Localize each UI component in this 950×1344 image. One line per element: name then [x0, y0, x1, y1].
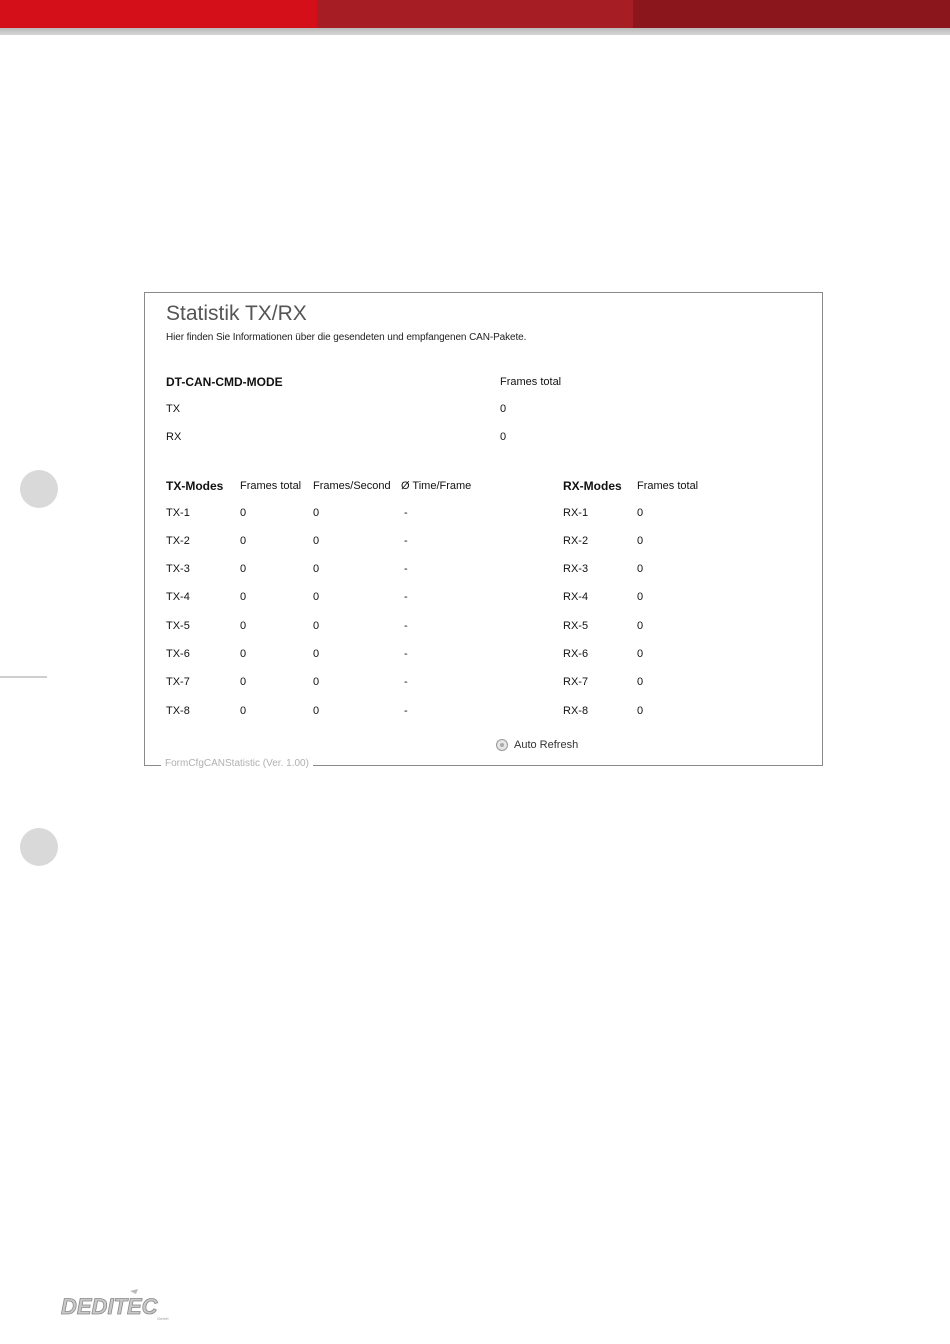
rx-frames-total: 0 — [637, 591, 644, 603]
tx-frames-second: 0 — [313, 591, 320, 603]
tx-time-frame: - — [404, 535, 408, 547]
tx-row-label: TX-6 — [166, 648, 190, 660]
tx-frames-total: 0 — [240, 676, 247, 688]
tx-frames-total: 0 — [240, 535, 247, 547]
side-marker — [20, 470, 58, 508]
tx-time-frame: - — [404, 705, 408, 717]
side-divider — [0, 676, 47, 678]
logo-text: DEDITEC — [61, 1294, 158, 1319]
header-underline — [0, 28, 950, 35]
tx-row-label: TX-5 — [166, 620, 190, 632]
tx-row-label: TX-3 — [166, 563, 190, 575]
cmd-row-value: 0 — [500, 403, 507, 415]
header-band-dark — [633, 0, 950, 28]
rx-frames-total: 0 — [637, 676, 644, 688]
tx-frames-second: 0 — [313, 620, 320, 632]
form-version-label: FormCfgCANStatistic (Ver. 1.00) — [161, 758, 313, 770]
tx-time-frame: - — [404, 563, 408, 575]
page-subtitle: Hier finden Sie Informationen über die gesendeten und empfangenen CAN-Pakete. — [166, 332, 527, 343]
tx-time-frame: - — [404, 648, 408, 660]
rx-row-label: RX-1 — [563, 507, 589, 519]
rx-row-label: RX-2 — [563, 535, 589, 547]
rx-frames-total: 0 — [637, 648, 644, 660]
tx-modes-header: TX-Modes — [166, 479, 224, 493]
cmd-mode-header: DT-CAN-CMD-MODE — [166, 375, 283, 389]
rx-row-label: RX-7 — [563, 676, 589, 688]
rx-row-label: RX-5 — [563, 620, 589, 632]
tx-time-frame: - — [404, 620, 408, 632]
tx-frames-second: 0 — [313, 535, 320, 547]
tx-frames-total: 0 — [240, 507, 247, 519]
logo-subtext: GmbH — [157, 1316, 169, 1321]
tx-frames-total: 0 — [240, 648, 247, 660]
cmd-mode-col-header: Frames total — [500, 376, 562, 388]
tx-frames-second: 0 — [313, 563, 320, 575]
rx-modes-header: RX-Modes — [563, 479, 622, 493]
cmd-row-label: RX — [166, 431, 182, 443]
rx-frames-total: 0 — [637, 535, 644, 547]
tx-row-label: TX-8 — [166, 705, 190, 717]
deditec-logo — [60, 1288, 175, 1324]
tx-frames-second: 0 — [313, 676, 320, 688]
tx-row-label: TX-4 — [166, 591, 190, 603]
tx-row-label: TX-2 — [166, 535, 190, 547]
tx-frames-total: 0 — [240, 563, 247, 575]
tx-time-frame: - — [404, 591, 408, 603]
tx-col-header: Frames total — [240, 480, 302, 492]
header-band-red — [0, 0, 317, 28]
tx-frames-total: 0 — [240, 705, 247, 717]
tx-frames-total: 0 — [240, 591, 247, 603]
rx-row-label: RX-4 — [563, 591, 589, 603]
auto-refresh-option[interactable] — [496, 739, 578, 751]
tx-col-header: Ø Time/Frame — [401, 480, 472, 492]
auto-refresh-label: Auto Refresh — [514, 739, 579, 751]
tx-frames-total: 0 — [240, 620, 247, 632]
rx-row-label: RX-3 — [563, 563, 589, 575]
tx-time-frame: - — [404, 676, 408, 688]
tx-frames-second: 0 — [313, 705, 320, 717]
tx-frames-second: 0 — [313, 648, 320, 660]
cmd-row-label: TX — [166, 403, 181, 415]
tx-row-label: TX-1 — [166, 507, 190, 519]
rx-frames-total: 0 — [637, 705, 644, 717]
rx-col-header: Frames total — [637, 480, 699, 492]
radio-button-icon[interactable] — [496, 739, 508, 751]
tx-col-header: Frames/Second — [313, 480, 391, 492]
tx-frames-second: 0 — [313, 507, 320, 519]
page-title: Statistik TX/RX — [166, 302, 307, 325]
rx-frames-total: 0 — [637, 563, 644, 575]
header-band-mid — [317, 0, 633, 28]
rx-frames-total: 0 — [637, 507, 644, 519]
rx-row-label: RX-6 — [563, 648, 589, 660]
rx-row-label: RX-8 — [563, 705, 589, 717]
side-marker — [20, 828, 58, 866]
rx-frames-total: 0 — [637, 620, 644, 632]
tx-row-label: TX-7 — [166, 676, 190, 688]
cmd-row-value: 0 — [500, 431, 507, 443]
statistics-window — [144, 292, 823, 769]
tx-time-frame: - — [404, 507, 408, 519]
